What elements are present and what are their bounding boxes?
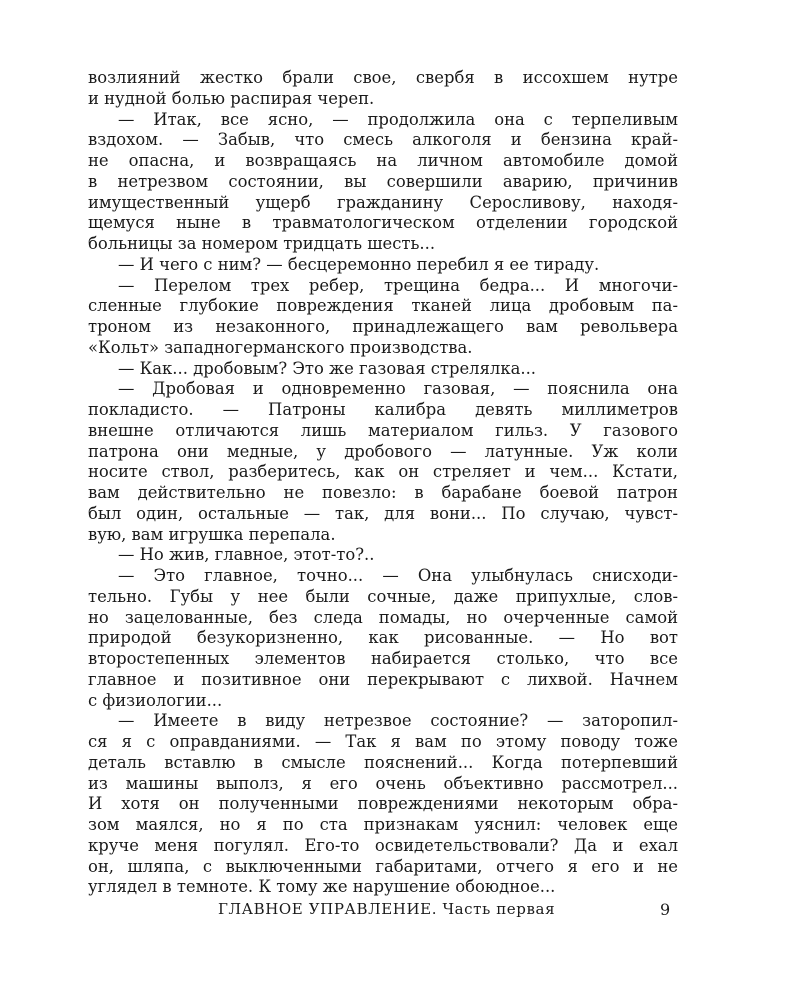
text-line: природой безукоризненно, как рисованные. — Но вот [88, 628, 678, 648]
text-line: имущественный ущерб гражданину Серосливову, находя- [88, 192, 678, 212]
text-line: круче меня погулял. Его-то освидетельствовали? Да и ехал [88, 835, 678, 855]
text-line: углядел в темноте. К тому же нарушение обоюдное... [88, 877, 556, 897]
text-line: троном из незаконного, принадлежащего вам револьвера [88, 317, 678, 336]
text-line: — Это главное, точно... — Она улыбнулась снисходи- [118, 566, 678, 585]
text-line: носите ствол, разберитесь, как он стреляет и чем... Кстати, [88, 462, 678, 482]
text-line: не опасна, и возвращаясь на личном автомобиле домой [88, 151, 678, 170]
text-line: внешне отличаются лишь материалом гильз. У газового [88, 420, 678, 440]
text-line: — Имеете в виду нетрезвое состояние? — заторопил- [118, 711, 678, 731]
text-line: вую, вам игрушка перепала. [88, 524, 336, 544]
text-line: в нетрезвом состоянии, вы совершили аварию, причинив [88, 171, 678, 191]
text-line: — Как... дробовым? Это же газовая стрелялка... [118, 358, 536, 378]
text-line: — Перелом трех ребер, трещина бедра... И многочи- [118, 275, 678, 295]
text-line: патрона они медные, у дробового — латунные. Уж коли [88, 441, 678, 461]
text-line: — Дробовая и одновременно газовая, — пояснила она [118, 379, 678, 399]
text-line: второстепенных элементов набирается столько, что все [88, 649, 678, 668]
text-line: вздохом. — Забыв, что смесь алкоголя и бензина край- [88, 130, 678, 150]
body-text [88, 68, 678, 898]
text-line: сленные глубокие повреждения тканей лица дробовым па- [88, 296, 678, 316]
text-line: главное и позитивное они перекрывают с лихвой. Начнем [88, 669, 678, 689]
text-line: — Но жив, главное, этот-то?.. [118, 545, 375, 565]
text-line: он, шляпа, с выключенными габаритами, отчего я его и не [88, 856, 678, 876]
text-line: с физиологии... [88, 690, 223, 710]
page-number: 9 [660, 900, 671, 919]
text-line: больницы за номером тридцать шесть... [88, 234, 436, 253]
text-line: и нудной болью распирая череп. [88, 88, 375, 108]
text-line: зом маялся, но я по ста признакам уяснил: человек еще [88, 815, 678, 834]
text-line: из машины выполз, я его очень объективно рассмотрел... [88, 773, 678, 793]
text-line: щемуся ныне в травматологическом отделении городской [88, 213, 678, 233]
text-line: ся я с оправданиями. — Так я вам по этому поводу тоже [88, 732, 678, 751]
text-line: но зацелованные, без следа помады, но очерченные самой [88, 607, 678, 627]
text-line: — И чего с ним? — бесцеремонно перебил я ее тираду. [118, 254, 600, 274]
text-line: — Итак, все ясно, — продолжила она с терпеливым [118, 109, 678, 129]
running-title: ГЛАВНОЕ УПРАВЛЕНИЕ. Часть первая [218, 900, 556, 918]
text-line: вам действительно не повезло: в барабане боевой патрон [88, 483, 678, 502]
text-line: покладисто. — Патроны калибра девять миллиметров [88, 400, 678, 419]
text-line: «Кольт» западногерманского производства. [88, 337, 473, 357]
page-footer [0, 900, 800, 924]
text-line: был один, остальные — так, для вони... По случаю, чувст- [88, 503, 678, 523]
text-line: И хотя он полученными повреждениями некоторым обра- [88, 794, 678, 814]
text-line: тельно. Губы у нее были сочные, даже припухлые, слов- [88, 586, 678, 606]
text-line: возлияний жестко брали свое, свербя в иссохшем нутре [88, 68, 678, 87]
text-line: деталь вставлю в смысле пояснений... Когда потерпевший [88, 752, 678, 772]
